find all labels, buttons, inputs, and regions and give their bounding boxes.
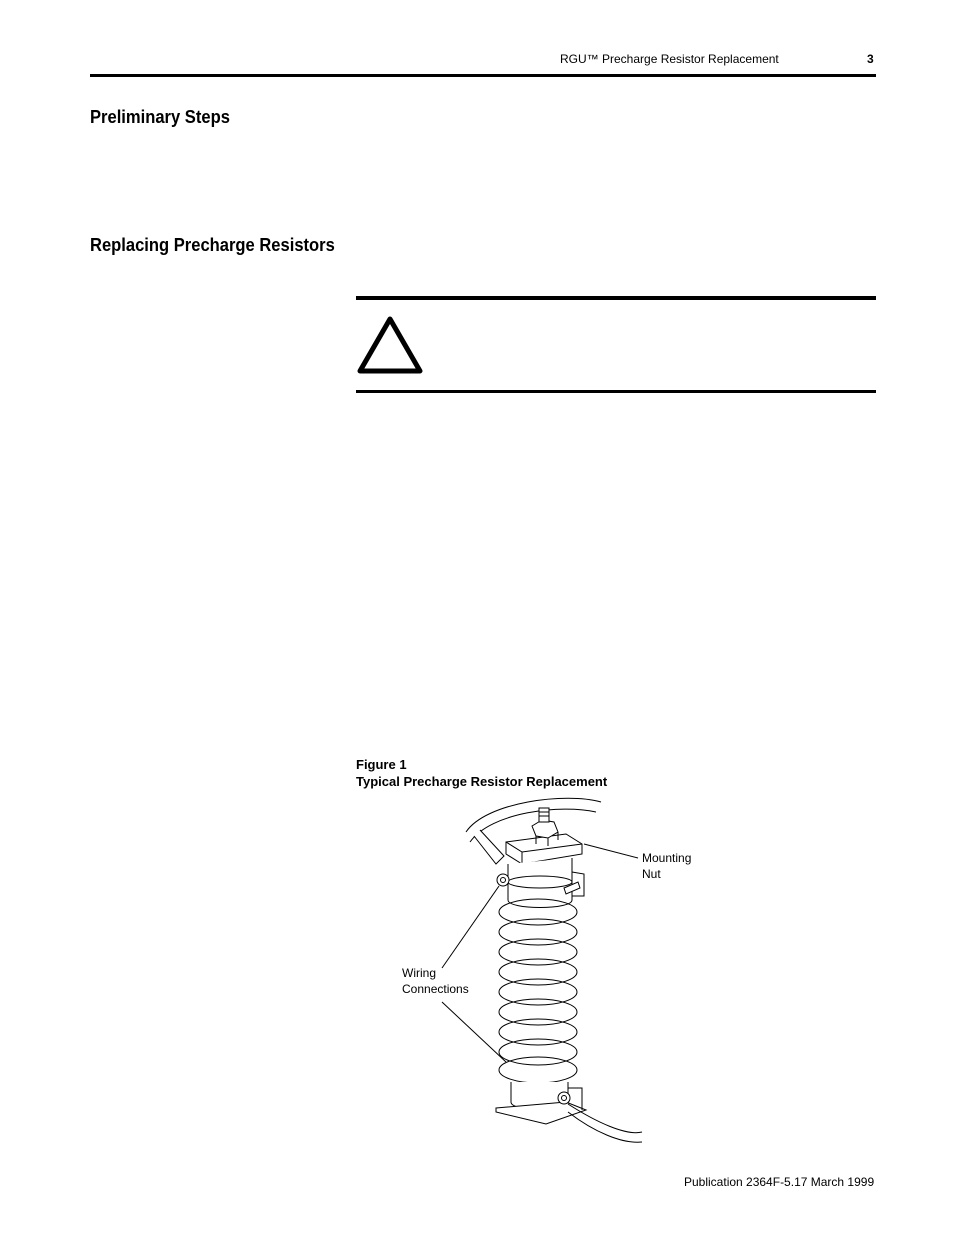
precharge-resistor-figure: [396, 792, 706, 1148]
page-number: 3: [867, 52, 874, 66]
warning-top-rule: [356, 296, 876, 300]
publication-footer: Publication 2364F-5.17 March 1999: [684, 1175, 875, 1189]
mounting-nut-label-line1: Mounting: [642, 851, 692, 865]
warning-bottom-rule: [356, 390, 876, 393]
header-rule: [90, 74, 876, 77]
section-heading-preliminary-steps: Preliminary Steps: [90, 107, 230, 127]
mounting-nut-label-line2: Nut: [642, 867, 661, 881]
figure-caption: Typical Precharge Resistor Replacement: [356, 774, 608, 789]
section-heading-replacing-resistors: Replacing Precharge Resistors: [90, 235, 335, 255]
running-header-title: RGU™ Precharge Resistor Replacement: [560, 52, 779, 66]
figure-number: Figure 1: [356, 757, 407, 772]
wiring-connections-label-line2: Connections: [402, 982, 469, 996]
warning-triangle-icon: [354, 313, 426, 377]
wiring-connections-label-line1: Wiring: [402, 966, 437, 980]
